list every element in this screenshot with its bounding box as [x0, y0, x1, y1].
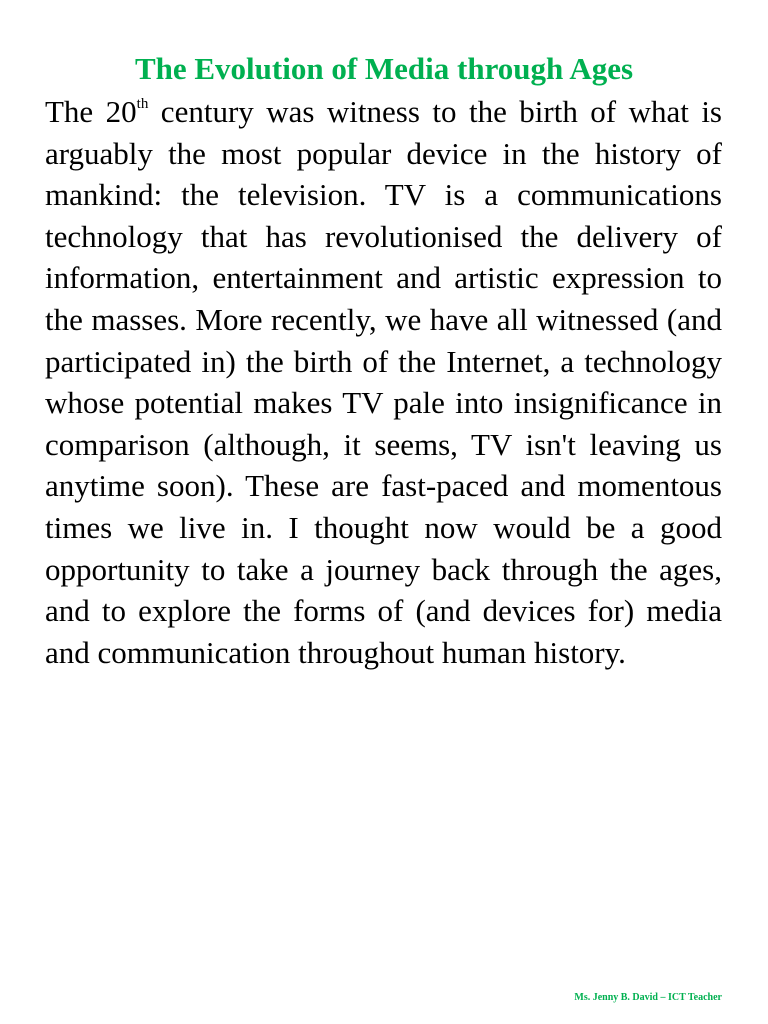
ordinal-superscript: th: [136, 96, 149, 112]
body-paragraph: [45, 91, 722, 673]
body-lead: The 20: [45, 94, 137, 129]
document-title: The Evolution of Media through Ages: [134, 51, 634, 86]
footer-author: Ms. Jenny B. David – ICT Teacher: [574, 992, 722, 1003]
body-text: century was witness to the birth of what is arguably the most popular device in the history of mankind: the television. TV is a communications technology that has revolutionised the delivery of information, entertainment and artistic expression to the masses. More recently, we have all witnessed (and participated in) the birth of the Internet, a technology whose potential makes TV pale into insignificance in comparison (although, it seems, TV isn't leaving us anytime soon). These are fast-paced and momentous times we live in. I thought now would be a good opportunity to take a journey back through the ages, and to explore the forms of (and devices for) media and communication throughout human history.: [45, 94, 722, 670]
